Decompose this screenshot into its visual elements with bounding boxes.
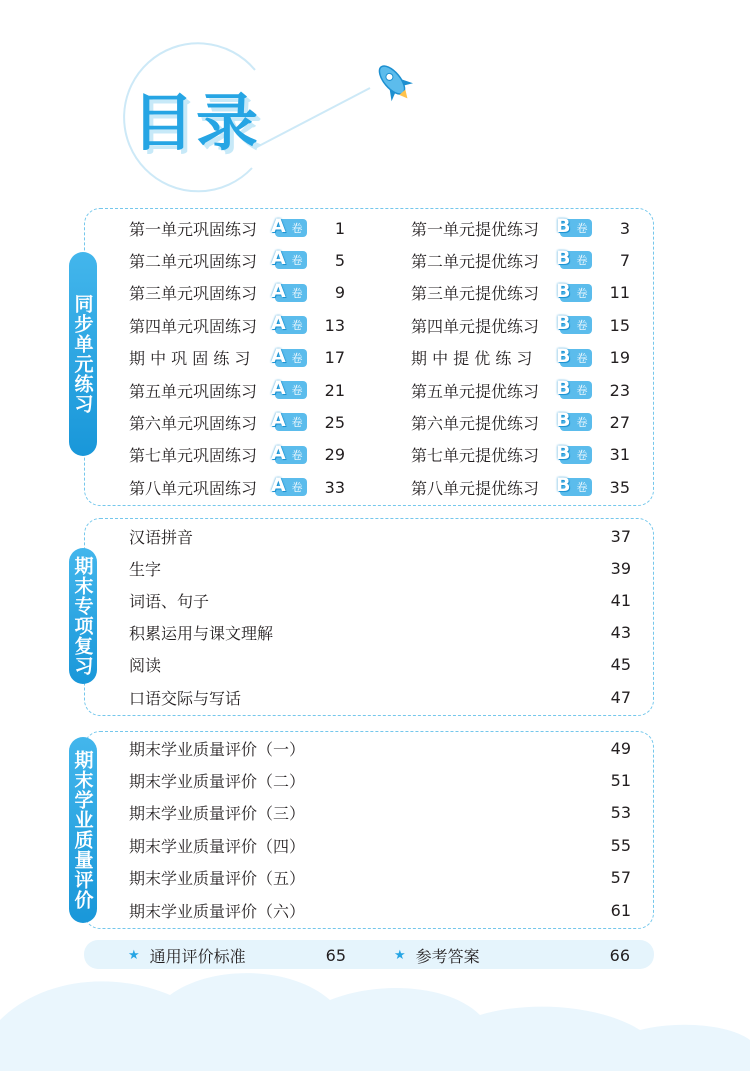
paper-badge-letter: A <box>271 344 286 367</box>
star-icon: ★ <box>128 947 140 963</box>
paper-badge-letter: A <box>271 441 286 464</box>
toc-entry-page: 5 <box>334 250 345 270</box>
toc-entry-page: 27 <box>609 412 630 432</box>
toc-entry[interactable] <box>411 244 630 276</box>
paper-badge <box>556 441 592 464</box>
toc-entry-page: 55 <box>610 835 631 855</box>
toc-entry-page: 61 <box>610 900 631 920</box>
paper-badge <box>271 409 307 432</box>
toc-entry-page: 49 <box>610 738 631 758</box>
paper-badge <box>556 247 592 270</box>
paper-badge-letter: A <box>271 474 286 497</box>
paper-badge-text: 卷 <box>576 222 588 235</box>
toc-entry[interactable] <box>129 797 631 829</box>
toc-entry-page: 41 <box>610 590 631 610</box>
toc-entry[interactable] <box>129 732 631 764</box>
toc-entry-page: 11 <box>609 283 630 303</box>
toc-entry[interactable] <box>129 617 631 649</box>
toc-entry[interactable] <box>129 829 631 861</box>
toc-entry-name: 期末学业质量评价（二） <box>129 771 306 791</box>
paper-badge <box>271 377 307 399</box>
paper-badge-text: 卷 <box>576 319 588 333</box>
paper-badge-letter: B <box>556 279 571 302</box>
toc-entry[interactable] <box>129 439 345 471</box>
toc-entry-page: 53 <box>610 803 631 823</box>
paper-badge <box>271 215 307 237</box>
paper-badge <box>556 279 592 302</box>
paper-badge-text: 卷 <box>291 481 303 495</box>
paper-badge-letter: B <box>556 474 571 497</box>
paper-badge-letter: A <box>271 279 286 302</box>
toc-entry-page: 57 <box>610 868 631 888</box>
paper-badge-text: 卷 <box>576 351 588 365</box>
paper-badge-letter: B <box>556 377 571 399</box>
toc-entry-page: 29 <box>324 445 345 465</box>
toc-entry-name: 积累运用与课文理解 <box>129 624 274 644</box>
paper-badge <box>271 247 307 270</box>
toc-entry-name: 第八单元提优练习 <box>411 478 540 498</box>
paper-badge-letter: B <box>556 441 571 464</box>
toc-entry-page: 45 <box>610 655 631 675</box>
toc-entry-name: 第二单元巩固练习 <box>129 251 258 271</box>
toc-entry[interactable] <box>411 406 630 438</box>
paper-badge-letter: B <box>556 312 571 335</box>
toc-entry-name: 第二单元提优练习 <box>411 251 540 271</box>
paper-badge-text: 卷 <box>576 286 588 300</box>
toc-entry-page: 25 <box>324 412 345 432</box>
toc-entry-name: 阅读 <box>129 656 162 676</box>
paper-badge-text: 卷 <box>291 286 303 300</box>
toc-entry[interactable] <box>129 520 631 552</box>
toc-entry-page: 17 <box>324 348 345 368</box>
paper-badge-letter: A <box>271 409 286 432</box>
toc-entry-page: 23 <box>609 380 630 400</box>
paper-badge <box>556 344 592 367</box>
paper-badge-text: 卷 <box>576 254 588 268</box>
toc-entry-name: 第六单元巩固练习 <box>129 413 258 433</box>
toc-entry-page: 47 <box>610 687 631 707</box>
paper-badge-text: 卷 <box>291 254 303 268</box>
paper-badge-letter: B <box>556 409 571 432</box>
toc-entry-page: 43 <box>610 623 631 643</box>
toc-entry[interactable] <box>129 894 631 926</box>
toc-entry-name: 第五单元巩固练习 <box>129 381 258 401</box>
paper-badge <box>271 441 307 464</box>
paper-badge-text: 卷 <box>291 222 303 235</box>
toc-entry-name: 第一单元提优练习 <box>411 219 540 239</box>
toc-entry[interactable] <box>411 374 630 406</box>
paper-badge-letter: A <box>271 312 286 335</box>
toc-entry-page: 13 <box>324 315 345 335</box>
toc-entry-page: 3 <box>619 218 630 238</box>
toc-entry-page: 33 <box>324 477 345 497</box>
toc-entry-page: 7 <box>619 250 630 270</box>
toc-entry-name: 期 中 提 优 练 习 <box>411 349 533 369</box>
toc-entry[interactable] <box>129 862 631 894</box>
toc-entry-name: 第四单元提优练习 <box>411 316 540 336</box>
toc-entry[interactable] <box>129 681 631 713</box>
toc-entry-name: 第六单元提优练习 <box>411 413 540 433</box>
paper-badge-text: 卷 <box>576 384 588 397</box>
toc-entry-page: 35 <box>609 477 630 497</box>
toc-entry-name: 汉语拼音 <box>129 527 194 547</box>
toc-entry-name: 第七单元巩固练习 <box>129 446 258 466</box>
paper-badge-text: 卷 <box>291 319 303 333</box>
page-title: 目录 <box>132 86 261 159</box>
toc-entry[interactable] <box>129 649 631 681</box>
toc-entry-page: 21 <box>324 380 345 400</box>
toc-entry-name: 第一单元巩固练习 <box>129 219 258 239</box>
toc-entry-name: 第三单元巩固练习 <box>129 284 258 304</box>
toc-entry[interactable] <box>411 277 630 309</box>
paper-badge <box>271 344 307 367</box>
toc-entry-name: 期末学业质量评价（四） <box>129 836 306 856</box>
toc-entry-name: 期末学业质量评价（六） <box>129 901 306 921</box>
toc-entry[interactable] <box>129 552 631 584</box>
paper-badge-text: 卷 <box>291 416 303 430</box>
toc-entry-page: 31 <box>609 445 630 465</box>
toc-entry[interactable] <box>411 471 630 503</box>
rocket-icon <box>370 58 418 107</box>
toc-entry-page: 39 <box>610 558 631 578</box>
toc-entry-page: 15 <box>609 315 630 335</box>
toc-entry[interactable] <box>411 309 630 341</box>
toc-entry-name: 通用评价标准 <box>149 946 246 966</box>
toc-entry-page: 37 <box>610 526 631 546</box>
paper-badge <box>271 279 307 302</box>
toc-entry-name: 第五单元提优练习 <box>411 381 540 401</box>
toc-entry[interactable] <box>129 374 345 406</box>
toc-entry[interactable] <box>129 764 631 796</box>
toc-entry-page: 19 <box>609 348 630 368</box>
toc-entry[interactable] <box>129 309 345 341</box>
toc-entry-name: 词语、句子 <box>129 591 210 611</box>
paper-badge-letter: A <box>271 215 286 237</box>
title-decoration <box>0 0 750 200</box>
paper-badge-text: 卷 <box>291 448 303 462</box>
paper-badge <box>271 312 307 335</box>
toc-entry-page: 66 <box>609 945 630 965</box>
toc-entry-page: 9 <box>334 283 345 303</box>
toc-entry-page: 51 <box>610 770 631 790</box>
toc-entry-name: 第三单元提优练习 <box>411 284 540 304</box>
toc-entry[interactable] <box>129 212 345 244</box>
paper-badge-letter: B <box>556 344 571 367</box>
toc-entry-name: 第八单元巩固练习 <box>129 478 258 498</box>
paper-badge <box>556 215 592 237</box>
toc-entry-name: 参考答案 <box>415 946 480 966</box>
toc-entry-page: 65 <box>325 945 346 965</box>
section-label-final-review: 期末专项复习 <box>69 548 97 684</box>
paper-badge <box>556 474 592 497</box>
toc-entry[interactable] <box>129 406 345 438</box>
paper-badge-text: 卷 <box>576 416 588 430</box>
toc-entry[interactable] <box>129 244 345 276</box>
paper-badge-text: 卷 <box>576 448 588 462</box>
toc-entry-name: 期末学业质量评价（三） <box>129 804 306 824</box>
toc-entry[interactable] <box>129 342 345 374</box>
toc-entry-name: 第四单元巩固练习 <box>129 316 258 336</box>
toc-entry-page: 1 <box>334 218 345 238</box>
toc-entry-name: 期 中 巩 固 练 习 <box>129 349 251 369</box>
toc-entry[interactable] <box>411 212 630 244</box>
paper-badge-letter: B <box>556 215 571 237</box>
toc-entry[interactable] <box>411 439 630 471</box>
paper-badge <box>556 409 592 432</box>
paper-badge-letter: A <box>271 247 286 270</box>
section-label-sync-unit: 同步单元练习 <box>69 252 97 456</box>
paper-badge-text: 卷 <box>576 481 588 495</box>
paper-badge-letter: A <box>271 377 286 399</box>
toc-entry-name: 第七单元提优练习 <box>411 446 540 466</box>
toc-entry-name: 期末学业质量评价（五） <box>129 869 306 889</box>
toc-entry[interactable] <box>129 584 631 616</box>
cloud-decoration <box>0 960 750 1071</box>
paper-badge <box>556 377 592 399</box>
paper-badge-text: 卷 <box>291 351 303 365</box>
section-label-quality-assessment: 期末学业质量评价 <box>69 737 97 923</box>
toc-entry-name: 口语交际与写话 <box>129 688 242 708</box>
toc-entry[interactable] <box>411 342 630 374</box>
toc-entry-name: 生字 <box>129 559 162 579</box>
star-icon: ★ <box>394 947 406 963</box>
paper-badge-text: 卷 <box>291 384 303 397</box>
paper-badge <box>556 312 592 335</box>
toc-entry[interactable] <box>129 471 345 503</box>
toc-entry[interactable] <box>129 277 345 309</box>
paper-badge <box>271 474 307 497</box>
toc-entry-name: 期末学业质量评价（一） <box>129 739 306 759</box>
paper-badge-letter: B <box>556 247 571 270</box>
